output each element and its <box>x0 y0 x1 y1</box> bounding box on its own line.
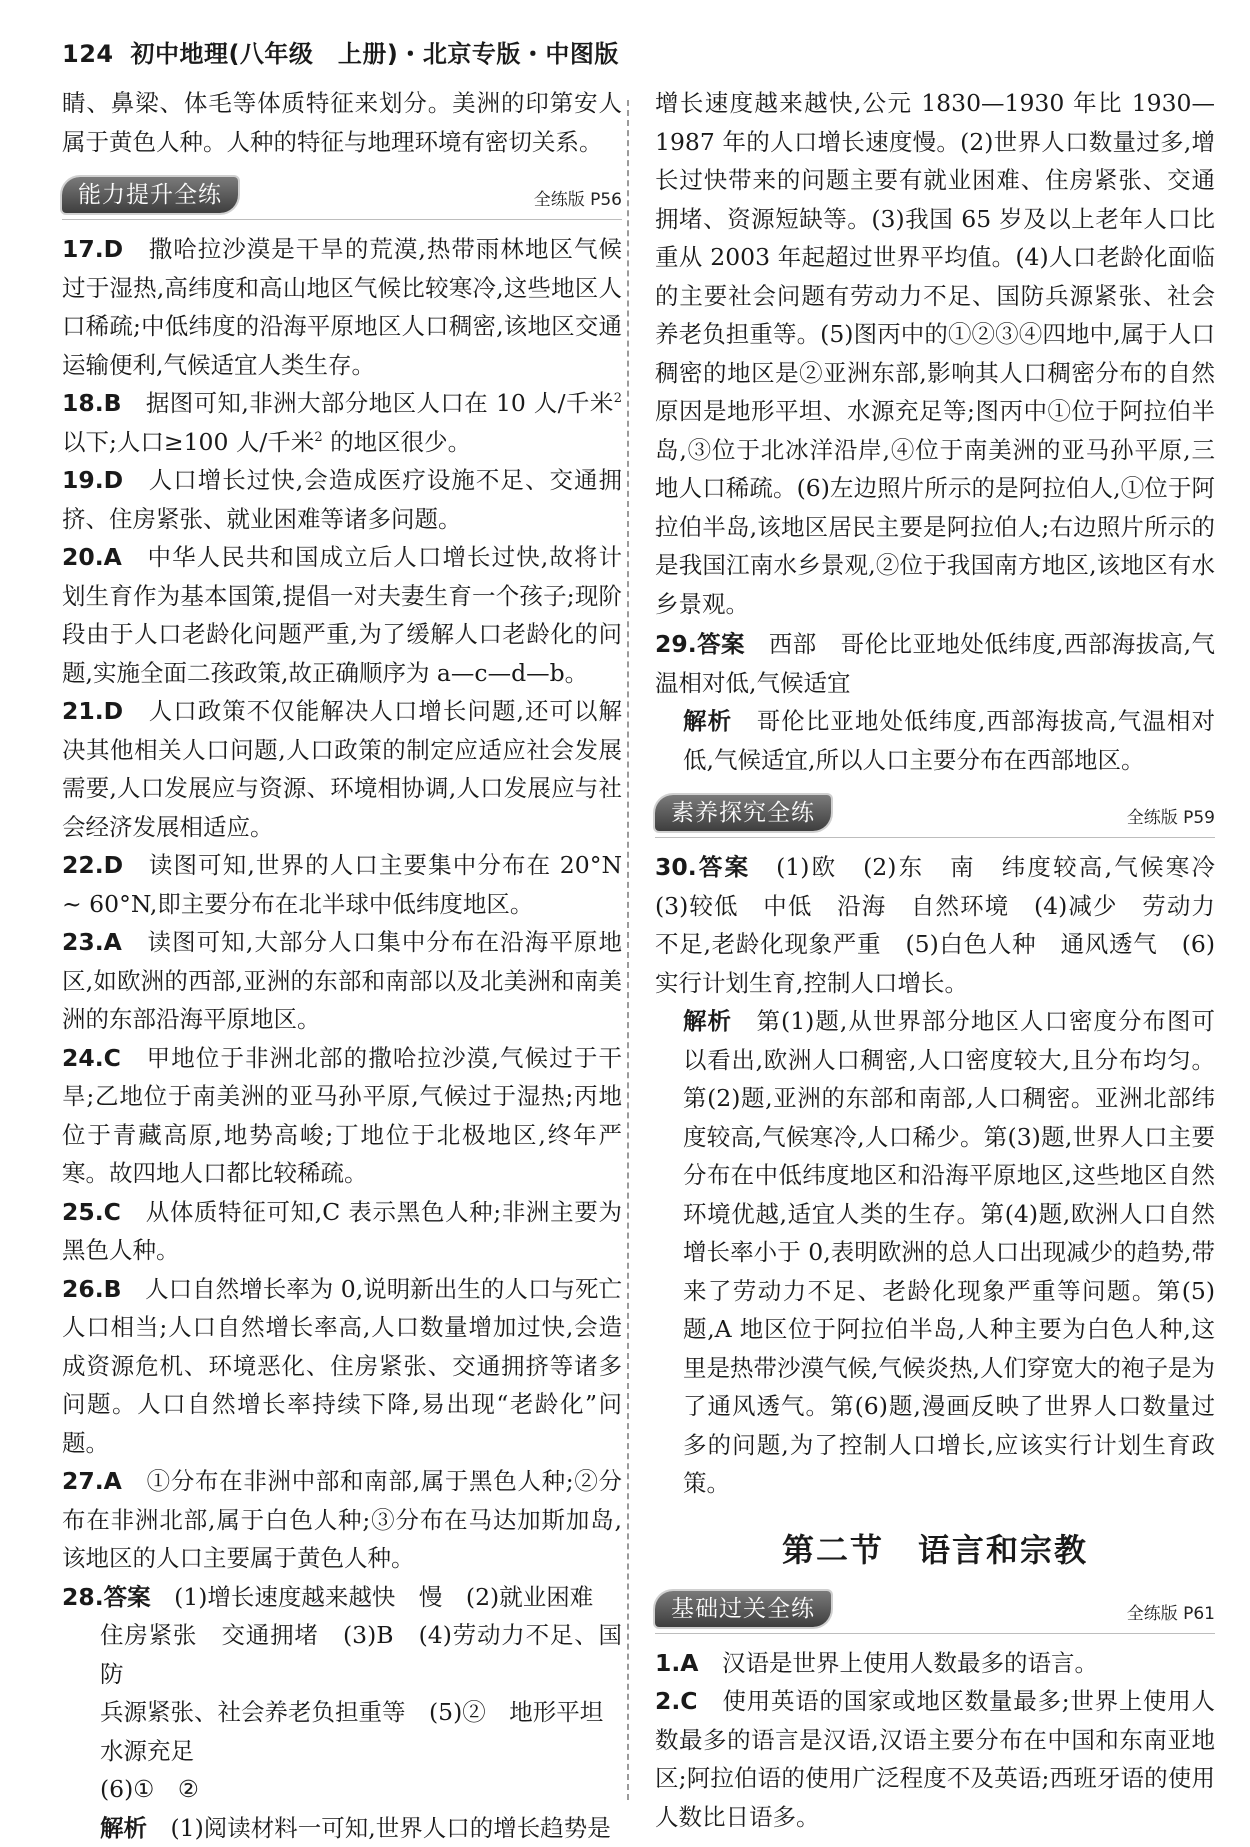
column-divider <box>627 100 629 1800</box>
answer-number: 20.A <box>62 543 122 571</box>
answer-text: 西部 哥伦比亚地处低纬度,西部海拔高,气温相对低,气候适宜 <box>655 630 1215 697</box>
answer-number: 28. <box>62 1583 104 1611</box>
answer-tag: 答案 <box>697 853 751 881</box>
left-column <box>62 84 622 1847</box>
analysis-continued: 增长速度越来越快,公元 1830—1930 年比 1930—1987 年的人口增长速度慢。(2)世界人口数量过多,增长过快带来的问题主要有就业困难、住房紧张、交通拥堵、资源短缺等。(3)我国 65 岁及以上老年人口比重从 2003 年起超过世界平均值。(4)人口老龄化面临的主要社会问题有劳动力不足、国防兵源紧张、社会养老负担重等。(5)图丙中的①②③④四地中,属于人口稠密的地区是②亚洲东部,影响其人口稠密分布的自然原因是地形平坦、水源充足等;图丙中①位于阿拉伯半岛,③位于北冰洋沿岸,④位于南美洲的亚马孙平原,三地人口稀疏。(6)左边照片所示的是阿拉伯人,①位于阿拉伯半岛,该地区居民主要是阿拉伯人;右边照片所示的是我国江南水乡景观,②位于我国南方地区,该地区有水乡景观。 <box>655 84 1215 623</box>
analysis-tag: 解析 <box>683 707 732 735</box>
answer-text: 人口政策不仅能解决人口增长问题,还可以解决其他相关人口问题,人口政策的制定应适应社会发展需要,人口发展应与资源、环境相协调,人口发展应与社会经济发展相适应。 <box>62 697 622 841</box>
banner-label: 素养探究全练 <box>655 795 831 831</box>
superscript: 2 <box>314 430 322 445</box>
answer-number: 23.A <box>62 928 122 956</box>
analysis-tag: 解析 <box>100 1814 147 1842</box>
answer-line: (6)① ② <box>62 1770 622 1809</box>
answer-text: 撒哈拉沙漠是干旱的荒漠,热带雨林地区气候过于湿热,高纬度和高山地区气候比较寒冷,这些地区人口稀疏;中低纬度的沿海平原地区人口稠密,该地区交通运输便利,气候适宜人类生存。 <box>62 235 622 379</box>
answer-text: 的地区很少。 <box>323 428 471 456</box>
answer-text: 中华人民共和国成立后人口增长过快,故将计划生育作为基本国策,提倡一对夫妻生育一个孩子;现阶段由于人口老龄化问题严重,为了缓解人口老龄化的问题,实施全面二孩政策,故正确顺序为 a—c—d—b。 <box>62 543 622 687</box>
answer-number: 2.C <box>655 1687 698 1715</box>
answer-line: 住房紧张 交通拥堵 (3)B (4)劳动力不足、国防 <box>62 1616 622 1693</box>
answer-number: 1.A <box>655 1649 698 1677</box>
answer-number: 25.C <box>62 1198 121 1226</box>
answer-17 <box>62 230 622 384</box>
answer-26 <box>62 1270 622 1463</box>
answer-number: 17.D <box>62 235 123 263</box>
answer-number: 29. <box>655 630 697 658</box>
answer-number: 30. <box>655 853 697 881</box>
answer-line: (1)增长速度越来越快 慢 (2)就业困难 <box>174 1583 593 1611</box>
section-title <box>655 1525 1215 1571</box>
analysis-text: (1)阅读材料一可知,世界人口的增长趋势是 <box>171 1814 611 1842</box>
answer-19 <box>62 461 622 538</box>
answer-text: 汉语是世界上使用人数最多的语言。 <box>722 1649 1098 1677</box>
answer-tag: 答案 <box>697 630 745 658</box>
answer-line: 兵源紧张、社会养老负担重等 (5)② 地形平坦 <box>62 1693 622 1732</box>
answer-text: 使用英语的国家或地区数量最多;世界上使用人数最多的语言是汉语,汉语主要分布在中国和东南亚地区;阿拉伯语的使用广泛程度不及英语;西班牙语的使用人数比日语多。 <box>655 1687 1215 1831</box>
answer-30 <box>655 848 1215 1503</box>
answer-number: 26.B <box>62 1275 122 1303</box>
section-banner-literacy <box>655 793 1215 838</box>
answer-text: 读图可知,世界的人口主要集中分布在 20°N ~ 60°N,即主要分布在北半球中低纬度地区。 <box>62 851 622 918</box>
answer-number: 22.D <box>62 851 123 879</box>
answer-25 <box>62 1193 622 1270</box>
answer-number: 24.C <box>62 1044 121 1072</box>
answer-text: 从体质特征可知,C 表示黑色人种;非洲主要为黑色人种。 <box>62 1198 622 1265</box>
banner-label: 能力提升全练 <box>62 177 238 213</box>
section-banner-ability <box>62 175 622 220</box>
answer-line: 水源充足 <box>62 1732 622 1771</box>
answer-number: 18.B <box>62 389 122 417</box>
banner-ref: 全练版 P59 <box>1127 803 1215 828</box>
section-name: 语言和宗教 <box>918 1531 1088 1569</box>
right-column <box>655 84 1215 1836</box>
answer-22 <box>62 846 622 923</box>
answer-27 <box>62 1462 622 1578</box>
answer-28 <box>62 1578 622 1847</box>
answer-text: 读图可知,大部分人口集中分布在沿海平原地区,如欧洲的西部,亚洲的东部和南部以及北美洲和南美洲的东部沿海平原地区。 <box>62 928 622 1033</box>
intro-text: 睛、鼻梁、体毛等体质特征来划分。美洲的印第安人属于黄色人种。人种的特征与地理环境有密切关系。 <box>62 84 622 161</box>
answer-text: ①分布在非洲中部和南部,属于黑色人种;②分布在非洲北部,属于白色人种;③分布在马达加斯加岛,该地区的人口主要属于黄色人种。 <box>62 1467 622 1572</box>
answer-23 <box>62 923 622 1039</box>
answer-s2 <box>655 1682 1215 1836</box>
book-title: 初中地理(八年级 上册)・北京专版・中图版 <box>130 40 618 68</box>
page-header <box>62 34 1192 74</box>
answer-20 <box>62 538 622 692</box>
superscript: 2 <box>614 391 622 406</box>
answer-text: 以下;人口≥100 人/千米 <box>62 428 314 456</box>
answer-s1 <box>655 1644 1215 1683</box>
answer-text: 人口增长过快,会造成医疗设施不足、交通拥挤、住房紧张、就业困难等诸多问题。 <box>62 466 622 533</box>
section-number: 第二节 <box>782 1531 884 1569</box>
answer-number: 19.D <box>62 466 123 494</box>
section-banner-basic <box>655 1589 1215 1634</box>
answer-21 <box>62 692 622 846</box>
answer-29 <box>655 625 1215 779</box>
banner-ref: 全练版 P61 <box>1127 1599 1215 1624</box>
answer-number: 21.D <box>62 697 123 725</box>
answer-text: (1)欧 (2)东 南 纬度较高,气候寒冷 (3)较低 中低 沿海 自然环境 (4)减少 劳动力不足,老龄化现象严重 (5)白色人种 通风透气 (6)实行计划生育,控制人口增长。 <box>655 853 1239 997</box>
answer-tag: 答案 <box>104 1583 151 1611</box>
analysis-text: 第(1)题,从世界部分地区人口密度分布图可以看出,欧洲人口稠密,人口密度较大,且分布均匀。第(2)题,亚洲的东部和南部,人口稠密。亚洲北部纬度较高,气候寒冷,人口稀少。第(3)题,世界人口主要分布在中低纬度地区和沿海平原地区,这些地区自然环境优越,适宜人类的生存。第(4)题,欧洲人口自然增长率小于 0,表明欧洲的总人口出现减少的趋势,带来了劳动力不足、老龄化现象严重等问题。第(5)题,A 地区位于阿拉伯半岛,人种主要为白色人种,这里是热带沙漠气候,气候炎热,人们穿宽大的袍子是为了通风透气。第(6)题,漫画反映了世界人口数量过多的问题,为了控制人口增长,应该实行计划生育政策。 <box>683 1007 1215 1497</box>
answer-24 <box>62 1039 622 1193</box>
answer-text: 甲地位于非洲北部的撒哈拉沙漠,气候过于干旱;乙地位于南美洲的亚马孙平原,气候过于湿热;丙地位于青藏高原,地势高峻;丁地位于北极地区,终年严寒。故四地人口都比较稀疏。 <box>62 1044 622 1188</box>
banner-label: 基础过关全练 <box>655 1591 831 1627</box>
analysis-text: 哥伦比亚地处低纬度,西部海拔高,气温相对低,气候适宜,所以人口主要分布在西部地区。 <box>683 707 1215 774</box>
answer-18 <box>62 384 622 461</box>
answer-text: 人口自然增长率为 0,说明新出生的人口与死亡人口相当;人口自然增长率高,人口数量增加过快,会造成资源危机、环境恶化、住房紧张、交通拥挤等诸多问题。人口自然增长率持续下降,易出现“老龄化”问题。 <box>62 1275 622 1457</box>
page-number: 124 <box>62 40 114 68</box>
banner-ref: 全练版 P56 <box>534 185 622 210</box>
analysis-tag: 解析 <box>683 1007 732 1035</box>
answer-text: 据图可知,非洲大部分地区人口在 10 人/千米 <box>146 389 614 417</box>
answer-number: 27.A <box>62 1467 122 1495</box>
